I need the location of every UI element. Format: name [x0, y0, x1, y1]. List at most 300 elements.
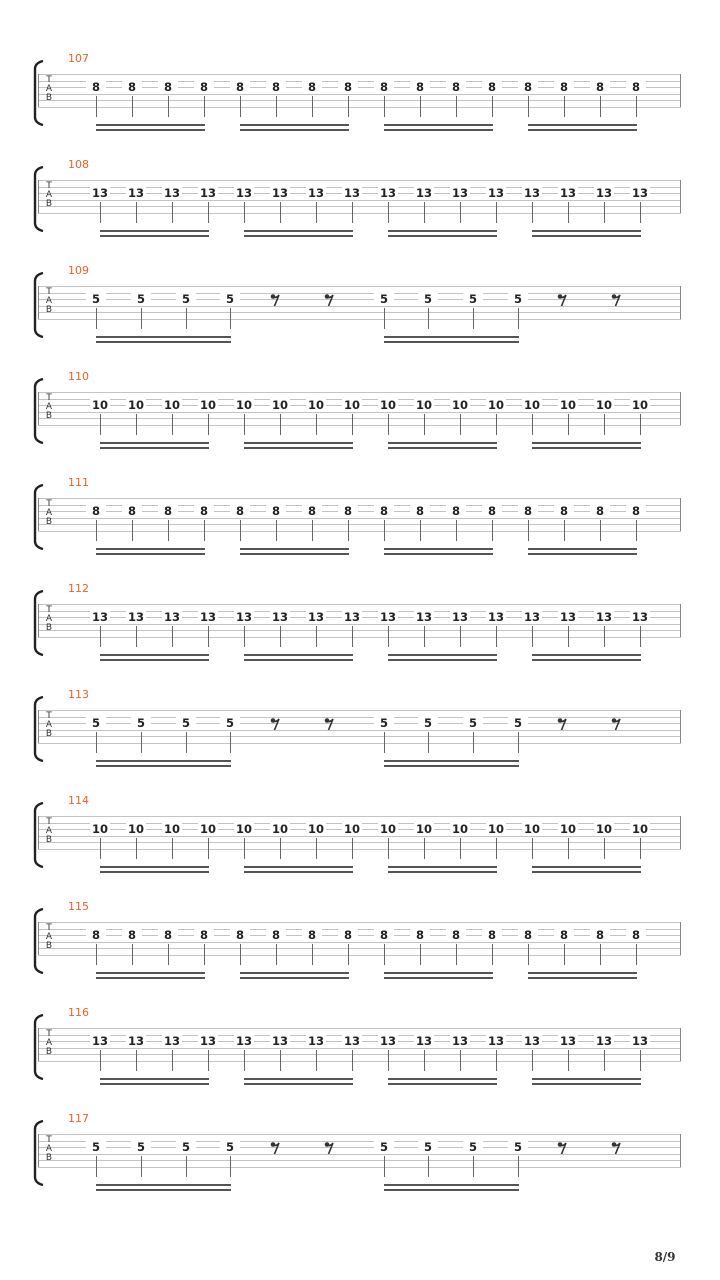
beam [240, 124, 349, 126]
fret-number: 10 [271, 398, 288, 412]
note-stem [312, 96, 313, 117]
fret-number: 13 [559, 610, 576, 624]
note-stem [96, 1156, 97, 1177]
beam [244, 866, 353, 868]
note-stem [141, 1156, 142, 1177]
note-stem [424, 202, 425, 223]
note-stem [600, 520, 601, 541]
note-stem [100, 838, 101, 859]
fret-number: 10 [271, 822, 288, 836]
staff-line [38, 180, 681, 181]
beam [244, 230, 353, 232]
barline-end [680, 1134, 681, 1167]
note-stem [280, 626, 281, 647]
beam [240, 972, 349, 974]
note-stem [244, 626, 245, 647]
note-stem [348, 520, 349, 541]
fret-number: 8 [626, 504, 646, 518]
note-stem [384, 96, 385, 117]
barline-start [38, 604, 39, 637]
note-stem [640, 202, 641, 223]
note-stem [532, 202, 533, 223]
staff-line [38, 425, 681, 426]
tab-clef-letter: A [45, 720, 53, 730]
fret-number: 10 [307, 398, 324, 412]
note-stem [473, 732, 474, 753]
tab-system [0, 476, 720, 582]
staff-line [38, 637, 681, 638]
fret-number: 5 [220, 716, 240, 730]
note-stem [473, 308, 474, 329]
note-stem [518, 308, 519, 329]
tab-system [0, 1112, 720, 1218]
beam [244, 1083, 353, 1085]
barline-start [38, 1134, 39, 1167]
beam [244, 235, 353, 237]
fret-number: 13 [523, 186, 540, 200]
note-stem [428, 1156, 429, 1177]
note-stem [352, 414, 353, 435]
fret-number: 5 [176, 1140, 196, 1154]
fret-number: 10 [559, 822, 576, 836]
tab-clef-letter: T [46, 499, 52, 509]
beam [96, 1189, 231, 1191]
note-stem [492, 520, 493, 541]
fret-number: 13 [271, 610, 288, 624]
note-stem [208, 202, 209, 223]
note-stem [384, 308, 385, 329]
fret-number: 8 [86, 928, 106, 942]
note-stem [460, 1050, 461, 1071]
note-stem [388, 1050, 389, 1071]
fret-number: 10 [415, 398, 432, 412]
note-stem [460, 626, 461, 647]
fret-number: 5 [176, 292, 196, 306]
beam [100, 659, 209, 661]
note-stem [136, 1050, 137, 1071]
barline-end [680, 498, 681, 531]
tab-system [0, 52, 720, 158]
beam [532, 235, 641, 237]
note-stem [492, 96, 493, 117]
fret-number: 8 [590, 80, 610, 94]
fret-number: 5 [463, 716, 483, 730]
tab-clef-letter: A [45, 614, 53, 624]
note-stem [96, 944, 97, 965]
note-stem [240, 96, 241, 117]
beam [388, 447, 497, 449]
fret-number: 5 [463, 1140, 483, 1154]
tab-clef-letter: T [46, 1029, 52, 1039]
note-stem [240, 520, 241, 541]
note-stem [168, 944, 169, 965]
tab-clef-letter: A [45, 84, 53, 94]
fret-number: 8 [302, 928, 322, 942]
note-stem [456, 520, 457, 541]
staff-line [38, 816, 681, 817]
beam [532, 1083, 641, 1085]
note-stem [100, 202, 101, 223]
note-stem [568, 1050, 569, 1071]
staff-line [38, 206, 681, 207]
note-stem [636, 944, 637, 965]
fret-number: 13 [91, 186, 108, 200]
fret-number: 13 [595, 610, 612, 624]
note-stem [424, 414, 425, 435]
note-stem [384, 944, 385, 965]
note-stem [348, 96, 349, 117]
fret-number: 13 [307, 610, 324, 624]
beam [244, 447, 353, 449]
fret-number: 13 [307, 1034, 324, 1048]
note-stem [604, 414, 605, 435]
fret-number: 13 [487, 186, 504, 200]
note-stem [208, 626, 209, 647]
eighth-rest-icon [609, 716, 623, 730]
fret-number: 13 [559, 186, 576, 200]
barline-start [38, 710, 39, 743]
staff-line [38, 736, 681, 737]
eighth-rest-icon [609, 292, 623, 306]
barline-end [680, 604, 681, 637]
note-stem [496, 414, 497, 435]
beam [384, 341, 519, 343]
beam [532, 654, 641, 656]
note-stem [460, 838, 461, 859]
barline-start [38, 392, 39, 425]
fret-number: 8 [266, 80, 286, 94]
note-stem [388, 202, 389, 223]
tab-system [0, 158, 720, 264]
fret-number: 8 [374, 928, 394, 942]
note-stem [604, 626, 605, 647]
beam [100, 654, 209, 656]
fret-number: 8 [338, 80, 358, 94]
fret-number: 13 [379, 610, 396, 624]
note-stem [424, 1050, 425, 1071]
beam [100, 442, 209, 444]
measure-number: 107 [68, 52, 89, 65]
note-stem [352, 1050, 353, 1071]
beam [388, 871, 497, 873]
tab-system [0, 264, 720, 370]
fret-number: 8 [266, 504, 286, 518]
fret-number: 10 [163, 822, 180, 836]
note-stem [424, 626, 425, 647]
measure-number: 117 [68, 1112, 89, 1125]
beam [384, 129, 493, 131]
staff-line [38, 107, 681, 108]
note-stem [496, 1050, 497, 1071]
measure-number: 116 [68, 1006, 89, 1019]
beam [244, 1078, 353, 1080]
note-stem [230, 308, 231, 329]
beam [100, 1083, 209, 1085]
beam [384, 553, 493, 555]
tab-clef-letter: B [45, 411, 53, 421]
note-stem [528, 944, 529, 965]
fret-number: 13 [415, 610, 432, 624]
note-stem [420, 520, 421, 541]
note-stem [420, 944, 421, 965]
fret-number: 10 [235, 398, 252, 412]
barline-end [680, 74, 681, 107]
fret-number: 13 [631, 610, 648, 624]
note-stem [600, 944, 601, 965]
staff-line [38, 955, 681, 956]
tab-system [0, 582, 720, 688]
fret-number: 13 [163, 1034, 180, 1048]
fret-number: 13 [523, 1034, 540, 1048]
note-stem [532, 414, 533, 435]
fret-number: 8 [482, 80, 502, 94]
beam [388, 654, 497, 656]
note-stem [276, 944, 277, 965]
note-stem [204, 520, 205, 541]
staff-line [38, 948, 681, 949]
beam [96, 124, 205, 126]
fret-number: 8 [482, 504, 502, 518]
beam [532, 442, 641, 444]
tab-clef-letter: T [46, 817, 52, 827]
beam [388, 230, 497, 232]
fret-number: 5 [131, 716, 151, 730]
tab-clef-letter: B [45, 517, 53, 527]
note-stem [456, 944, 457, 965]
fret-number: 5 [131, 1140, 151, 1154]
staff-line [38, 710, 681, 711]
tab-clef-letter: B [45, 729, 53, 739]
fret-number: 8 [194, 80, 214, 94]
note-stem [172, 838, 173, 859]
beam [388, 442, 497, 444]
fret-number: 13 [127, 610, 144, 624]
fret-number: 10 [127, 822, 144, 836]
fret-number: 13 [523, 610, 540, 624]
fret-number: 8 [374, 504, 394, 518]
barline-end [680, 392, 681, 425]
fret-number: 8 [266, 928, 286, 942]
fret-number: 13 [487, 1034, 504, 1048]
note-stem [280, 838, 281, 859]
fret-number: 10 [343, 398, 360, 412]
beam [100, 871, 209, 873]
fret-number: 5 [176, 716, 196, 730]
fret-number: 13 [199, 1034, 216, 1048]
note-stem [388, 626, 389, 647]
measure-number: 110 [68, 370, 89, 383]
staff-line [38, 743, 681, 744]
barline-end [680, 922, 681, 955]
page-number: 8/9 [654, 1250, 676, 1264]
staff-line [38, 604, 681, 605]
note-stem [473, 1156, 474, 1177]
note-stem [244, 414, 245, 435]
beam [96, 1184, 231, 1186]
measure-number: 115 [68, 900, 89, 913]
note-stem [132, 96, 133, 117]
note-stem [172, 626, 173, 647]
tab-clef-letter: A [45, 826, 53, 836]
fret-number: 10 [235, 822, 252, 836]
note-stem [636, 520, 637, 541]
beam [96, 336, 231, 338]
beam [384, 1189, 519, 1191]
fret-number: 13 [307, 186, 324, 200]
beam [100, 230, 209, 232]
beam [388, 659, 497, 661]
note-stem [276, 96, 277, 117]
note-stem [564, 944, 565, 965]
tab-system [0, 794, 720, 900]
fret-number: 8 [446, 504, 466, 518]
note-stem [460, 202, 461, 223]
note-stem [280, 414, 281, 435]
beam [96, 129, 205, 131]
fret-number: 8 [230, 80, 250, 94]
note-stem [186, 1156, 187, 1177]
note-stem [316, 626, 317, 647]
fret-number: 8 [194, 504, 214, 518]
fret-number: 8 [230, 928, 250, 942]
beam [240, 129, 349, 131]
note-stem [640, 414, 641, 435]
fret-number: 13 [343, 610, 360, 624]
note-stem [132, 520, 133, 541]
beam [384, 124, 493, 126]
note-stem [518, 1156, 519, 1177]
fret-number: 13 [451, 186, 468, 200]
fret-number: 8 [554, 504, 574, 518]
eighth-rest-icon [268, 292, 282, 306]
beam [528, 972, 637, 974]
staff-line [38, 100, 681, 101]
tab-clef-letter: B [45, 941, 53, 951]
tab-clef-letter: T [46, 605, 52, 615]
beam [96, 341, 231, 343]
fret-number: 10 [595, 398, 612, 412]
fret-number: 13 [91, 610, 108, 624]
note-stem [496, 838, 497, 859]
note-stem [280, 202, 281, 223]
fret-number: 10 [451, 398, 468, 412]
staff-line [38, 74, 681, 75]
fret-number: 5 [508, 716, 528, 730]
beam [96, 972, 205, 974]
tab-clef-letter: B [45, 623, 53, 633]
beam [532, 871, 641, 873]
note-stem [568, 414, 569, 435]
tab-clef-letter: T [46, 393, 52, 403]
note-stem [244, 202, 245, 223]
fret-number: 8 [446, 80, 466, 94]
note-stem [568, 838, 569, 859]
fret-number: 13 [199, 610, 216, 624]
fret-number: 10 [631, 398, 648, 412]
note-stem [204, 96, 205, 117]
note-stem [316, 838, 317, 859]
beam [388, 235, 497, 237]
note-stem [636, 96, 637, 117]
note-stem [172, 202, 173, 223]
staff-line [38, 498, 681, 499]
fret-number: 8 [410, 504, 430, 518]
note-stem [280, 1050, 281, 1071]
fret-number: 5 [86, 1140, 106, 1154]
tab-clef-letter: T [46, 711, 52, 721]
eighth-rest-icon [555, 292, 569, 306]
note-stem [172, 1050, 173, 1071]
beam [388, 866, 497, 868]
note-stem [456, 96, 457, 117]
fret-number: 13 [631, 1034, 648, 1048]
note-stem [384, 732, 385, 753]
fret-number: 13 [343, 1034, 360, 1048]
tab-clef-letter: A [45, 932, 53, 942]
fret-number: 10 [343, 822, 360, 836]
note-stem [230, 1156, 231, 1177]
barline-start [38, 1028, 39, 1061]
note-stem [168, 96, 169, 117]
note-stem [496, 626, 497, 647]
staff-line [38, 418, 681, 419]
fret-number: 13 [415, 186, 432, 200]
beam [100, 866, 209, 868]
fret-number: 13 [451, 1034, 468, 1048]
beam [96, 765, 231, 767]
tab-clef-letter: A [45, 296, 53, 306]
fret-number: 5 [508, 292, 528, 306]
staff-line [38, 531, 681, 532]
tab-system [0, 1006, 720, 1112]
tab-clef-letter: A [45, 508, 53, 518]
note-stem [316, 1050, 317, 1071]
eighth-rest-icon [322, 1140, 336, 1154]
fret-number: 5 [374, 1140, 394, 1154]
tab-clef-letter: B [45, 835, 53, 845]
beam [388, 1078, 497, 1080]
fret-number: 10 [199, 822, 216, 836]
note-stem [460, 414, 461, 435]
beam [244, 442, 353, 444]
fret-number: 10 [523, 398, 540, 412]
tab-clef-letter: B [45, 93, 53, 103]
barline-end [680, 1028, 681, 1061]
fret-number: 8 [158, 928, 178, 942]
barline-start [38, 816, 39, 849]
fret-number: 13 [595, 186, 612, 200]
fret-number: 13 [235, 1034, 252, 1048]
barline-end [680, 710, 681, 743]
fret-number: 13 [91, 1034, 108, 1048]
staff-line [38, 849, 681, 850]
note-stem [172, 414, 173, 435]
staff-line [38, 922, 681, 923]
fret-number: 13 [235, 610, 252, 624]
beam [240, 553, 349, 555]
fret-number: 5 [220, 1140, 240, 1154]
fret-number: 10 [91, 822, 108, 836]
fret-number: 5 [220, 292, 240, 306]
fret-number: 8 [518, 504, 538, 518]
beam [528, 977, 637, 979]
staff-line [38, 1160, 681, 1161]
note-stem [208, 838, 209, 859]
beam [528, 553, 637, 555]
fret-number: 8 [338, 928, 358, 942]
note-stem [312, 520, 313, 541]
note-stem [168, 520, 169, 541]
